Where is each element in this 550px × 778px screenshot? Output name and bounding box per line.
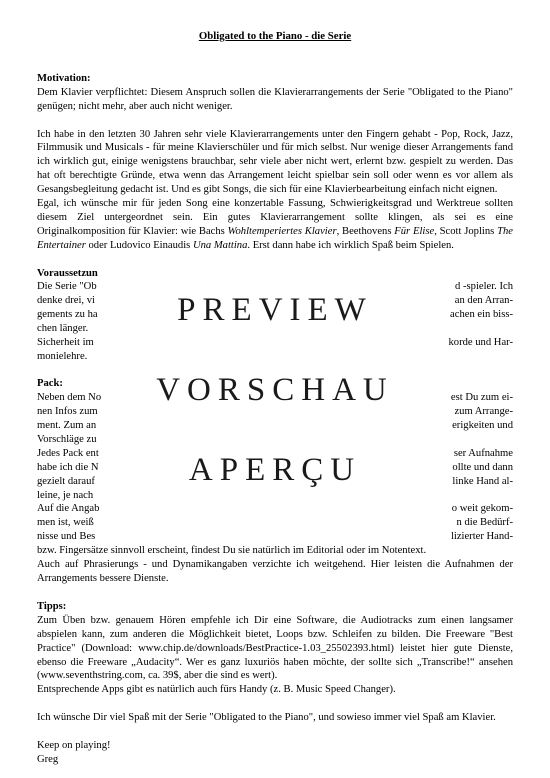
paragraph-pack-fingering: bzw. Fingersätze sinnvoll erscheint, findest Du sie natürlich im Editorial oder im Notentext. — [37, 545, 427, 557]
text-fragment: Auf die Angab — [37, 503, 100, 515]
text-fragment: zum Arrange- — [454, 406, 513, 418]
paragraph-pack-phrasing: Auch auf Phrasierungs - und Dynamikangaben verzichte ich weitgehend. Hier leisten die Aufnahmen der Arrangements bessere Dienste. — [37, 559, 513, 585]
text-fragment: gements zu ha — [37, 309, 98, 321]
text-fragment: habe ich die N — [37, 461, 99, 473]
text-fragment: nen Infos zum — [37, 406, 98, 418]
text-fragment: nisse und Bes — [37, 531, 96, 543]
text-fragment: achen ein biss- — [450, 309, 513, 321]
text-fragment: o weit gekom- — [451, 503, 513, 515]
text-fragment: Jedes Pack ent — [37, 447, 99, 459]
paragraph-closing: Ich wünsche Dir viel Spaß mit der Serie "Obligated to the Piano", und sowieso immer viel Spaß am Klavier. — [37, 712, 496, 724]
heading-voraussetzungen: Voraussetzun — [37, 267, 98, 279]
heading-motivation: Motivation: — [37, 72, 91, 84]
text-fragment: monielehre. — [37, 351, 88, 363]
text-fragment: an den Arran- — [454, 295, 513, 307]
text-fragment: gezielt darauf — [37, 475, 95, 487]
text-fragment: Sicherheit im — [37, 337, 94, 349]
text-fragment: Die Serie "Ob — [37, 281, 97, 293]
heading-tipps: Tipps: — [37, 600, 67, 612]
text-fragment: chen länger. — [37, 323, 89, 335]
text-fragment: n die Bedürf- — [456, 517, 513, 529]
paragraph-motivation-2: Ich habe in den letzten 30 Jahren sehr viele Klavierarrangements unter den Fingern gehabt - Pop, Rock, Jazz, Filmmusik und Musicals - für meine Klavierschüler und für mich selbst. Nur wenige dieser Arrangements fand ich wirklich gut, einige wenigstens brauchbar, sehr viele aber nicht wert, erlernt bzw. gespielt zu werden. Das hat oft berechtigte Gründe, etwa wenn das Arrangement leicht spielbar sein soll oder wenn es vor allem als Gesangsbegleitung gedacht ist. Und es gibt Songs, die sich für eine Klavierbearbeitung einfach nicht eignen. — [37, 128, 513, 196]
text-fragment: ment. Zum an — [37, 420, 97, 432]
text-fragment: lizierter Hand- — [450, 531, 513, 543]
document-title: Obligated to the Piano - die Serie — [198, 30, 352, 42]
text-fragment: leine, je nach — [37, 489, 94, 501]
paragraph-tipps-1: Zum Üben bzw. genauem Hören empfehle ich Dir eine Software, die Audiotracks zum einen langsamer abspielen kann, zum anderen die Möglichkeit bietet, Loops bzw. Schleifen zu bilden. Die Freeware "Best Practice" (Download: www.chip.de/downloads/BestPractice-1.03_25502393.html) leistet hier gute Dienste, ebenso die Freeware „Audacity“. Wer es ganz luxuriös haben möchte, der sollte sich „Transcribe!“ ansehen (www.seventhstring.com, ca. 39$, aber die sind es wert). — [37, 614, 513, 682]
text-fragment: erigkeiten und — [452, 420, 513, 432]
text-fragment: Neben dem No — [37, 392, 102, 404]
signature-name: Greg — [37, 753, 59, 765]
signoff-line: Keep on playing! — [37, 739, 111, 751]
text-fragment: linke Hand al- — [452, 475, 513, 487]
watermark-apercu: APERÇU — [188, 452, 362, 488]
text-fragment: korde und Har- — [448, 337, 513, 349]
text-fragment: ollte und dann — [452, 461, 513, 473]
watermark-vorschau: VORSCHAU — [156, 372, 394, 408]
text-fragment: men ist, weiß — [37, 517, 94, 529]
text-fragment: Vorschläge zu — [37, 433, 97, 445]
paragraph-motivation-1: Dem Klavier verpflichtet: Diesem Anspruch sollen die Klavierarrangements der Serie "Obligated to the Piano" genügen; nicht mehr, aber auch nicht weniger. — [37, 86, 513, 112]
text-fragment: ser Aufnahme — [453, 447, 513, 459]
text-fragment: est Du zum ei- — [450, 392, 513, 404]
paragraph-tipps-2: Entsprechende Apps gibt es natürlich auch fürs Handy (z. B. Music Speed Changer). — [37, 684, 396, 696]
watermark-preview: PREVIEW — [177, 292, 373, 328]
heading-pack: Pack: — [37, 378, 63, 390]
paragraph-motivation-3: Egal, ich wünsche mir für jeden Song eine konzertable Fassung, Schwierigkeitsgrad und Werktreue sollten diesem Ziel untergeordnet sein. Ein gutes Klavierarrangement sollte klingen, als sei es eine Originalkomposition für Klavier: wie Bachs Wohltemperiertes Klavier, Beethovens Für Elise, Scott Joplins The Entertainer oder Ludovico Einaudis Una Mattina. Erst dann habe ich wirklich Spaß beim Spielen. — [37, 198, 513, 251]
text-fragment: d -spieler. Ich — [455, 281, 513, 293]
text-fragment: denke drei, vi — [37, 295, 95, 307]
